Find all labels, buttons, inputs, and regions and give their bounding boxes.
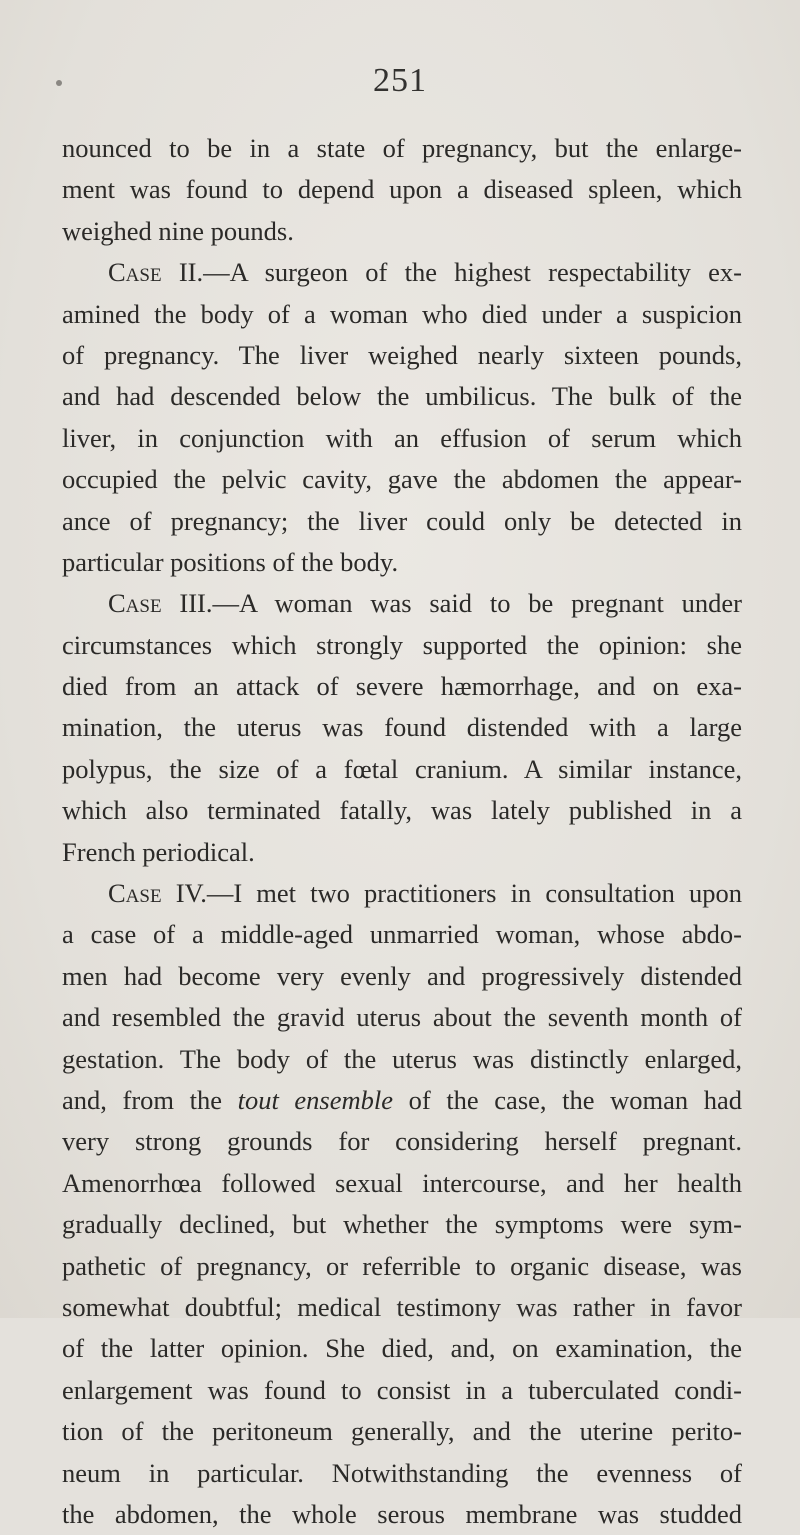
text-line: circumstances which strongly supported the opinion: she [62, 629, 742, 660]
italic-phrase: tout ensemble [237, 1084, 394, 1115]
case-label: Case IV. [108, 878, 207, 909]
text-line: very strong grounds for considering herself pregnant. [62, 1126, 742, 1157]
text-line: of the latter opinion. She died, and, on examination, the [62, 1333, 742, 1364]
text-line: tion of the peritoneum generally, and the uterine perito- [62, 1416, 742, 1447]
text-line: the abdomen, the whole serous membrane was studded [62, 1498, 742, 1529]
case-3-heading-line [62, 583, 742, 624]
case-2-heading-line [62, 252, 742, 293]
text-line: French periodical. [62, 836, 255, 867]
text-line: Amenorrhœa followed sexual intercourse, and her health [62, 1167, 742, 1198]
text-fragment: of the case, the woman had [393, 1084, 742, 1115]
text-line: neum in particular. Notwithstanding the evenness of [62, 1457, 742, 1488]
text-line: men had become very evenly and progressively distended [62, 960, 742, 991]
case-label: Case II. [108, 257, 204, 288]
text-line: a case of a middle-aged unmarried woman, whose abdo- [62, 919, 742, 950]
text-fragment: —A surgeon of the highest respectability ex- [203, 257, 742, 288]
text-line-with-italic [62, 1080, 742, 1121]
text-line: somewhat doubtful; medical testimony was rather in favor [62, 1291, 742, 1322]
text-line: polypus, the size of a fœtal cranium. A similar instance, [62, 753, 742, 784]
text-line: which also terminated fatally, was lately published in a [62, 795, 742, 826]
text-line: amined the body of a woman who died under a suspicion [62, 298, 742, 329]
text-line: pathetic of pregnancy, or referrible to organic disease, was [62, 1250, 742, 1281]
text-fragment: —I met two practitioners in consultation upon [206, 878, 742, 909]
text-line: weighed nine pounds. [62, 215, 294, 246]
text-line: mination, the uterus was found distended with a large [62, 712, 742, 743]
text-line: gradually declined, but whether the symptoms were sym- [62, 1209, 742, 1240]
case-4-heading-line [62, 873, 742, 914]
text-line: ance of pregnancy; the liver could only be detected in [62, 505, 742, 536]
text-fragment: and, from the [62, 1084, 238, 1115]
case-label: Case III. [108, 588, 213, 619]
text-line: particular positions of the body. [62, 546, 399, 577]
page-number: 251 [373, 62, 427, 99]
text-line: occupied the pelvic cavity, gave the abdomen the appear- [62, 464, 742, 495]
text-line: nounced to be in a state of pregnancy, but the enlarge- [62, 133, 742, 163]
text-line: died from an attack of severe hæmorrhage, and on exa- [62, 671, 742, 702]
text-line: and had descended below the umbilicus. The bulk of the [62, 381, 742, 412]
body-text [62, 128, 742, 1535]
text-line: ment was found to depend upon a diseased spleen, which [62, 174, 742, 205]
text-line: and resembled the gravid uterus about the seventh month of [62, 1002, 742, 1033]
text-line: of pregnancy. The liver weighed nearly sixteen pounds, [62, 339, 742, 370]
text-fragment: —A woman was said to be pregnant under [212, 588, 743, 619]
text-line: enlargement was found to consist in a tuberculated condi- [62, 1374, 742, 1405]
text-line: liver, in conjunction with an effusion of serum which [62, 422, 742, 453]
text-line: gestation. The body of the uterus was distinctly enlarged, [62, 1043, 742, 1074]
